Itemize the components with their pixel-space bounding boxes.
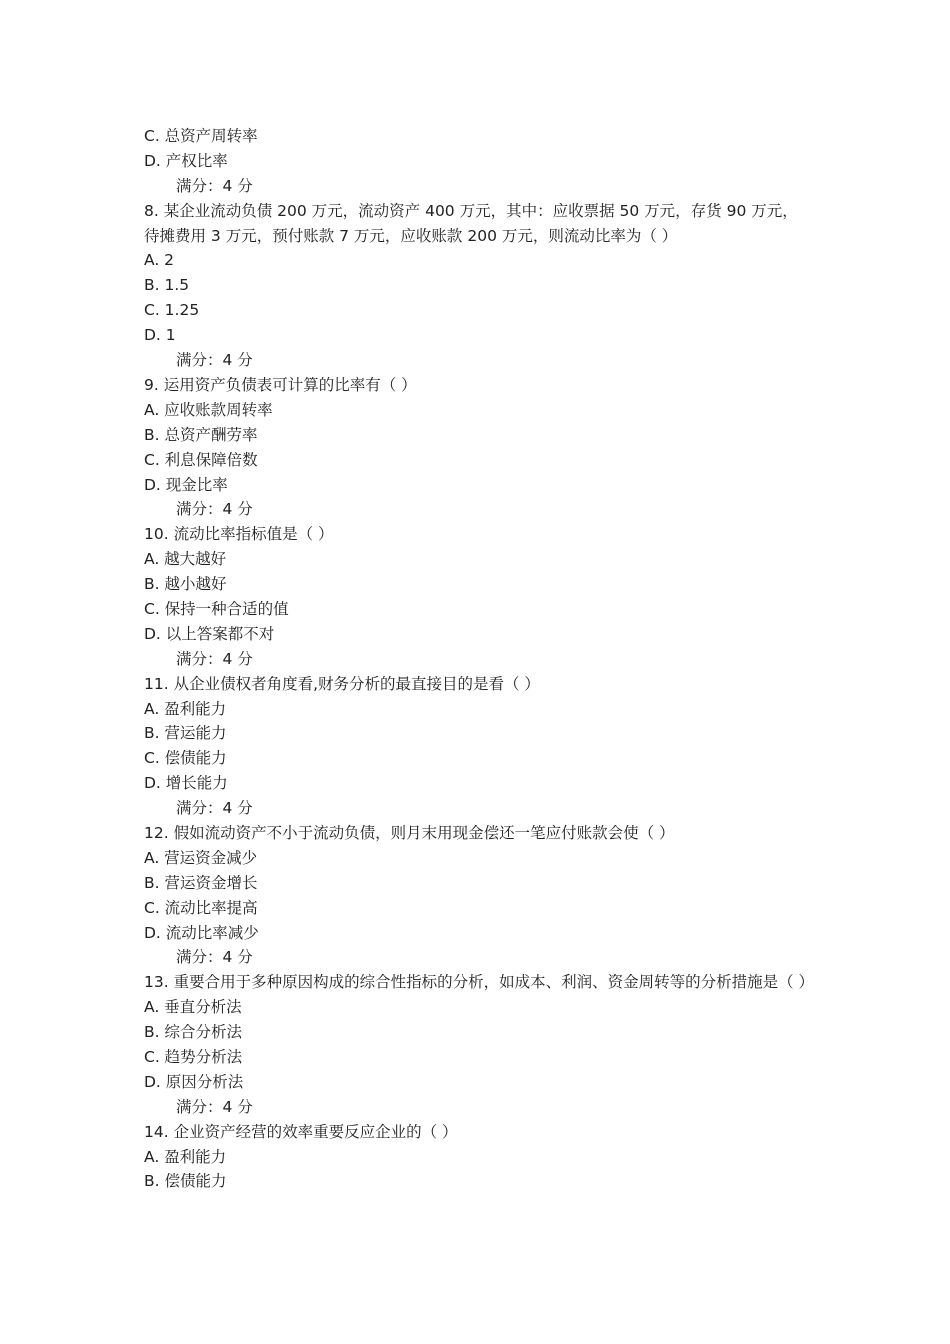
answer-option: D. 流动比率减少: [144, 923, 259, 942]
answer-option: A. 盈利能力: [144, 699, 227, 718]
score-line: 满分：4 分: [176, 799, 253, 818]
score-line: 满分：4 分: [176, 1097, 253, 1116]
score-line: 满分：4 分: [176, 351, 253, 370]
answer-option: A. 越大越好: [144, 550, 227, 569]
question-text: 11. 从企业债权者角度看,财务分析的最直接目的是看（ ）: [144, 674, 540, 693]
answer-option: D. 原因分析法: [144, 1072, 244, 1091]
answer-option: C. 总资产周转率: [144, 127, 258, 145]
question-text: 10. 流动比率指标值是（ ）: [144, 525, 334, 544]
question-text: 9. 运用资产负债表可计算的比率有（ ）: [144, 375, 417, 394]
score-line: 满分：4 分: [176, 649, 253, 668]
answer-option: C. 偿债能力: [144, 749, 227, 768]
question-text: 14. 企业资产经营的效率重要反应企业的（ ）: [144, 1122, 458, 1141]
question-text: 12. 假如流动资产不小于流动负债，则月末用现金偿还一笔应付账款会使（ ）: [144, 823, 675, 842]
answer-option: B. 营运能力: [144, 724, 227, 743]
answer-option: B. 越小越好: [144, 575, 227, 594]
answer-option: C. 流动比率提高: [144, 898, 258, 917]
answer-option: B. 总资产酬劳率: [144, 425, 258, 444]
answer-option: C. 利息保障倍数: [144, 450, 258, 469]
answer-option: B. 营运资金增长: [144, 873, 258, 892]
answer-option: B. 综合分析法: [144, 1023, 242, 1042]
answer-option: D. 产权比率: [144, 151, 228, 170]
score-line: 满分：4 分: [176, 500, 253, 519]
answer-option: B. 偿债能力: [144, 1172, 227, 1191]
answer-option: D. 现金比率: [144, 475, 228, 494]
answer-option: C. 1.25: [144, 301, 200, 320]
answer-option: D. 增长能力: [144, 774, 228, 793]
question-text: 8. 某企业流动负债 200 万元，流动资产 400 万元，其中：应收票据 50 万元，存货 90 万元，待摊费用 3 万元，预付账款 7 万元，应收账款 200 万元，则流动比率为（ ）: [144, 201, 798, 245]
answer-option: A. 2: [144, 251, 175, 270]
question-text: 13. 重要合用于多种原因构成的综合性指标的分析，如成本、利润、资金周转等的分析措施是（ ）: [144, 973, 815, 992]
answer-option: A. 应收账款周转率: [144, 400, 273, 419]
answer-option: B. 1.5: [144, 276, 190, 295]
answer-option: A. 垂直分析法: [144, 998, 242, 1017]
answer-option: D. 1: [144, 326, 176, 345]
answer-option: C. 保持一种合适的值: [144, 599, 289, 618]
answer-option: C. 趋势分析法: [144, 1048, 243, 1066]
answer-option: A. 营运资金减少: [144, 848, 258, 867]
score-line: 满分：4 分: [176, 948, 253, 967]
exam-content: [144, 124, 815, 1194]
answer-option: A. 盈利能力: [144, 1147, 227, 1166]
answer-option: D. 以上答案都不对: [144, 624, 275, 643]
score-line: 满分：4 分: [176, 176, 253, 195]
